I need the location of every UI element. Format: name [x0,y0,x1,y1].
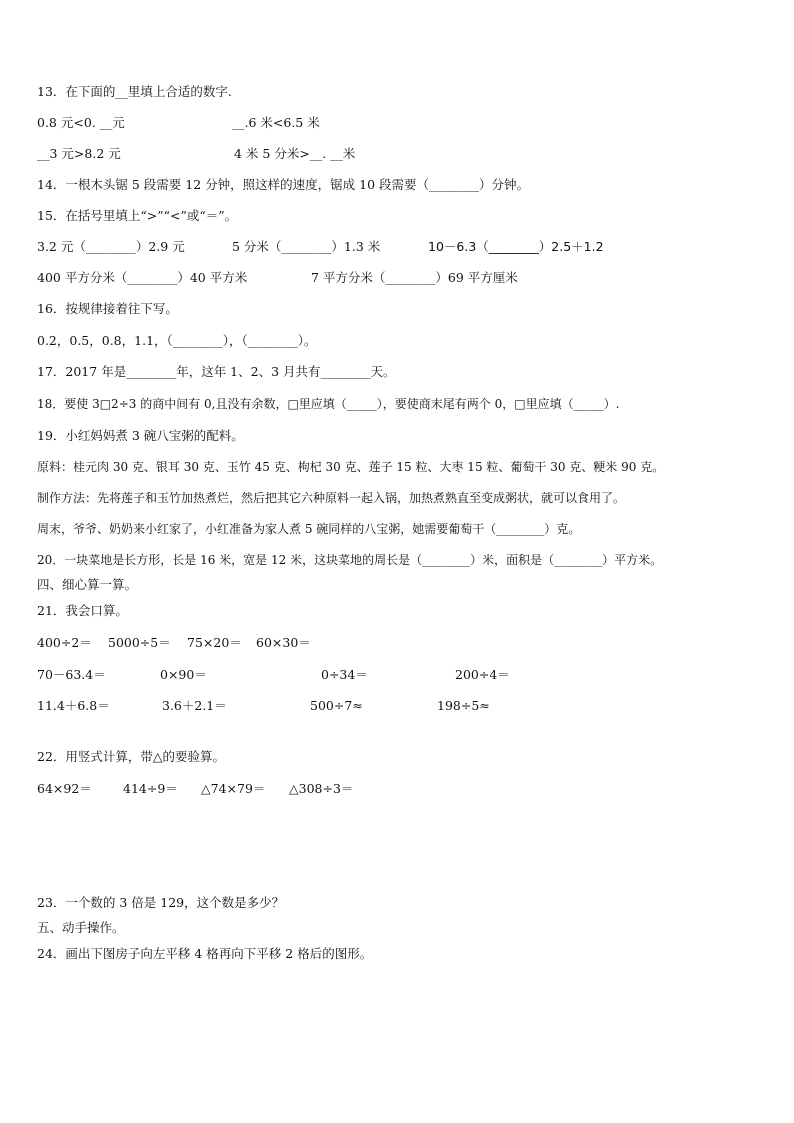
q13-item-3: __3 元>8.2 元 [37,146,121,161]
q24-text: 24．画出下图房子向左平移 4 格再向下平移 2 格后的图形。 [37,946,373,961]
q14-text: 14．一根木头锯 5 段需要 12 分钟，照这样的速度，锯成 10 段需要（________）分钟。 [37,177,530,192]
q22-item: △308÷3＝ [289,781,354,796]
q19-title: 19．小红妈妈煮 3 碗八宝粥的配料。 [37,428,244,443]
q21-item: 75×20＝ [187,635,242,650]
q21-item: 70－63.4＝ [37,667,106,682]
section-4-title: 四、细心算一算。 [37,577,138,592]
q21-item: 200÷4＝ [455,667,510,682]
q13-item-2: __.6 米<6.5 米 [232,115,320,130]
section-5-title: 五、动手操作。 [37,920,125,935]
q21-title: 21．我会口算。 [37,603,128,618]
q15-item-1: 3.2 元（________）2.9 元 [37,239,185,254]
q15-item-5: 7 平方分米（________）69 平方厘米 [311,270,518,285]
q15-item-2: 5 分米（________）1.3 米 [232,239,381,254]
q21-item: 0×90＝ [160,667,207,682]
q19-question: 周末，爷爷、奶奶来小红家了，小红准备为家人煮 5 碗同样的八宝粥，她需要葡萄干（________）克。 [37,522,581,536]
q15-title: 15．在括号里填上“>”“<”或“＝”。 [37,208,238,223]
q16-title: 16．按规律接着往下写。 [37,301,178,316]
q18-text: 18．要使 3□2÷3 的商中间有 0,且没有余数，□里应填（_____），要使商末尾有两个 0，□里应填（_____）. [37,397,620,411]
q13-title: 13．在下面的__里填上合适的数字. [37,84,232,99]
q21-item: 5000÷5＝ [108,635,171,650]
q19-method: 制作方法：先将莲子和玉竹加热煮烂，然后把其它六种原料一起入锅，加热煮熟直至变成粥状，就可以食用了。 [37,491,626,505]
q21-item: 0÷34＝ [321,667,368,682]
q21-item: 400÷2＝ [37,635,92,650]
q20-text: 20．一块菜地是长方形，长是 16 米，宽是 12 米，这块菜地的周长是（________）米，面积是（________）平方米。 [37,553,663,567]
q22-item: 414÷9＝ [123,781,178,796]
q21-item: 198÷5≈ [437,698,490,713]
q22-item: 64×92＝ [37,781,92,796]
q21-item: 60×30＝ [256,635,311,650]
q23-text: 23．一个数的 3 倍是 129，这个数是多少？ [37,895,285,910]
q13-item-4: 4 米 5 分米>__. __米 [234,146,356,161]
q16-sequence: 0.2，0.5，0.8，1.1，（________），（________）。 [37,333,317,348]
q21-item: 3.6＋2.1＝ [162,698,227,713]
q19-ingredients: 原料：桂元肉 30 克、银耳 30 克、玉竹 45 克、枸杞 30 克、莲子 15 粒、大枣 15 粒、葡萄干 30 克、粳米 90 克。 [37,460,665,474]
q15-item-4: 400 平方分米（________）40 平方米 [37,270,248,285]
q22-title: 22．用竖式计算，带△的要验算。 [37,749,226,764]
q21-item: 11.4＋6.8＝ [37,698,110,713]
q17-text: 17．2017 年是________年，这年 1、2、3 月共有________天。 [37,364,396,379]
q21-item: 500÷7≈ [310,698,363,713]
q22-item: △74×79＝ [201,781,266,796]
q15-item-3: 10－6.3（________）2.5＋1.2 [428,239,604,254]
q13-item-1: 0.8 元<0. __元 [37,115,125,130]
